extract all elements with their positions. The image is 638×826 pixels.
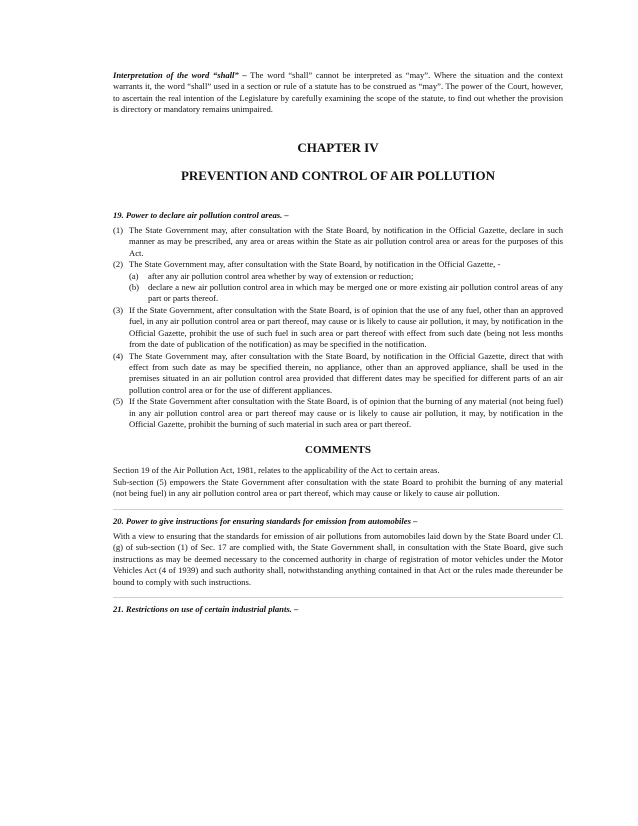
list-item <box>113 305 563 351</box>
section-21-heading: 21. Restrictions on use of certain industrial plants. – <box>113 604 299 614</box>
document-page <box>113 70 563 619</box>
chapter-title: CHAPTER IV <box>297 139 379 155</box>
item-text: If the State Government, after consultation with the State Board, is of opinion that the use of any fuel, other than an approved fuel, in any air pollution control area or part thereof, may cause or is likely to cause air pollution, it may, by notification in the Official Gazette, prohibit the use of such fuel in such area or part thereof with effect from such date (being not less months from the date of publication of the notification) as may be specified in the notification. <box>129 304 563 350</box>
item-body <box>129 259 563 305</box>
interpretation-paragraph <box>113 70 563 116</box>
sub-item-number: (a) <box>129 270 139 281</box>
item-number: (5) <box>113 396 124 407</box>
sub-item-text: after any air pollution control area whether by way of extension or reduction; <box>148 270 414 281</box>
list-item <box>113 351 563 397</box>
list-item <box>113 225 563 259</box>
section-20-heading: 20. Power to give instructions for ensuring standards for emission from automobiles – <box>113 515 418 526</box>
item-text: The State Government may, after consultation with the State Board, by notification in the Official Gazette, declare in such manner as may be prescribed, any area or areas within the State as air pollution control area or areas for the purposes of this Act. <box>129 225 563 258</box>
comments-body <box>113 465 563 499</box>
item-text: The State Government may, after consultation with the State Board, by notification in the Official Gazette, direct that with effect from such date as may be specified therein, no appliance, other than an approved appliance, shall be used in the premises situated in an air pollution control area provided that different dates may be specified for different parts of an air pollution control area or for the use of different appliances. <box>129 350 563 395</box>
item-text: The State Government may, after consultation with the State Board, by notification in the Official Gazette, - <box>129 259 501 270</box>
list-item <box>113 396 563 430</box>
section-divider <box>113 597 563 598</box>
sub-item-number: (b) <box>129 282 140 293</box>
comments-paragraph: Sub-section (5) empowers the State Government after consultation with the state Board to prohibit the burning of any material (not being fuel) in any air pollution control area or part thereof, which may cause or likely to cause air pollution. <box>113 476 563 499</box>
chapter-subtitle: PREVENTION AND CONTROL OF AIR POLLUTION <box>180 167 496 183</box>
sub-list-item <box>129 282 563 305</box>
section-20-text: With a view to ensuring that the standards for emission of air pollutions from automobiles laid down by the State Board under Cl. (g) of sub-section (1) of Sec. 17 are complied with, the State Government shall, in consultation with the State Board, give such instructions as may be deemed necessary to the concerned authority in charge of registration of motor vehicles under the Motor Vehicles Act (4 of 1939) and such authority shall, notwithstanding anything contained in that Act or the rules made thereunder be bound to comply with such instructions. <box>113 530 563 587</box>
item-number: (3) <box>113 304 124 315</box>
section-divider <box>113 509 563 510</box>
section-19-list <box>113 225 563 430</box>
comments-title: COMMENTS <box>305 444 371 457</box>
sub-list <box>129 271 563 305</box>
item-number: (1) <box>113 225 124 236</box>
comments-paragraph: Section 19 of the Air Pollution Act, 1981, relates to the applicability of the Act to certain areas. <box>113 465 440 476</box>
interpretation-text: The word “shall” cannot be interpreted as “may”. Where the situation and the context warrants it, the word “shall” used in a section or rule of a statute has to be construed as “may”. The power of the Court, however, to ascertain the real intention of the Legislature by carefully examining the scope of the statute, to find out whether the provision is directory or mandatory remains unimpaired. <box>113 70 563 115</box>
list-item <box>113 259 563 305</box>
sub-list-item <box>129 271 563 282</box>
sub-item-text: declare a new air pollution control area in which may be merged one or more existing air pollution control areas of any part or parts thereof. <box>148 282 563 304</box>
item-number: (2) <box>113 259 124 270</box>
item-text: If the State Government after consultation with the State Board, is of opinion that the burning of any material (not being fuel) in any air pollution control area or part thereof may cause or is likely to cause air pollution, it may, by notification in the Official Gazette, prohibit the burning of such material in such area or part thereof. <box>129 396 563 429</box>
item-number: (4) <box>113 350 124 361</box>
interpretation-lead: Interpretation of the word “shall” – <box>113 70 247 80</box>
section-19-heading: 19. Power to declare air pollution control areas. – <box>113 209 289 220</box>
